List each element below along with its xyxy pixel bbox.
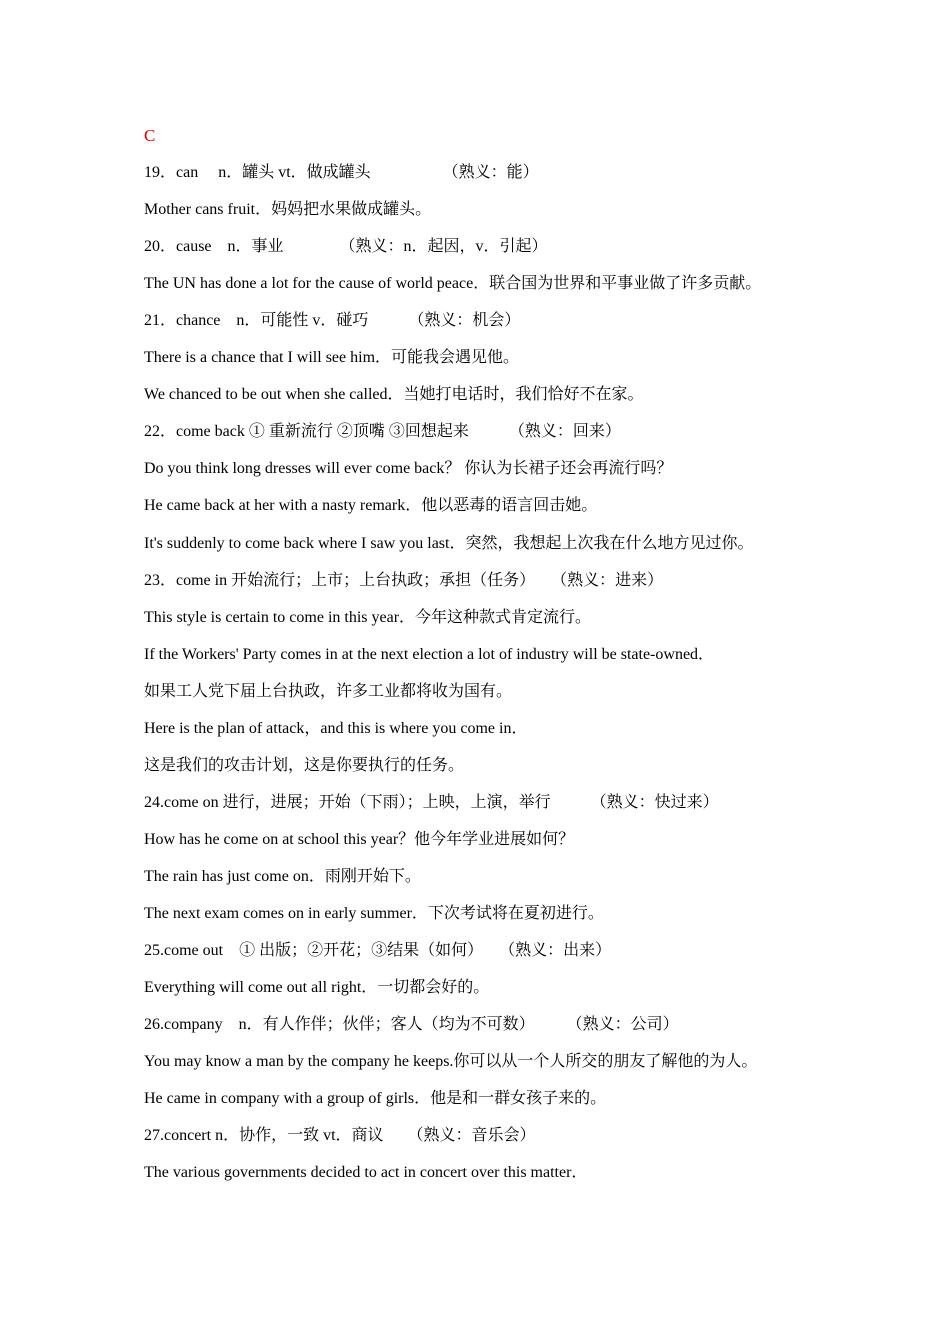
entry-25-heading: 25.come out ① 出版；②开花；③结果（如何） （熟义：出来） bbox=[144, 942, 612, 960]
entry-21-example-1: There is a chance that I will see him．可能我会遇见他。 bbox=[144, 349, 520, 367]
entry-24-example-3: The next exam comes on in early summer．下次考试将在夏初进行。 bbox=[144, 904, 604, 922]
document-body bbox=[144, 124, 844, 1198]
entry-23-heading: 23．come in 开始流行；上市；上台执政；承担（任务） （熟义：进来） bbox=[144, 571, 664, 589]
entry-27-example: The various governments decided to act in concert over this matter． bbox=[144, 1164, 588, 1182]
entry-24-heading: 24.come on 进行，进展；开始（下雨）；上映，上演，举行 （熟义：快过来） bbox=[144, 793, 719, 811]
entry-26-heading: 26.company n．有人作伴；伙伴；客人（均为不可数） （熟义：公司） bbox=[144, 1016, 679, 1034]
entry-22-example-3: It's suddenly to come back where I saw you last．突然，我想起上次我在什么地方见过你。 bbox=[144, 534, 754, 552]
entry-22-example-1: Do you think long dresses will ever come back？ 你认为长裙子还会再流行吗？ bbox=[144, 460, 673, 478]
entry-26-example-2: He came in company with a group of girls．他是和一群女孩子来的。 bbox=[144, 1090, 607, 1108]
entry-23-example-3-en: Here is the plan of attack，and this is where you come in． bbox=[144, 719, 528, 737]
entry-24-example-1: How has he come on at school this year？他今年学业进展如何？ bbox=[144, 830, 575, 848]
entry-20-heading: 20．cause n．事业 （熟义：n．起因，v．引起） bbox=[144, 238, 548, 256]
entry-23-example-2-zh: 如果工人党下届上台执政，许多工业都将收为国有。 bbox=[144, 682, 513, 700]
section-letter: C bbox=[144, 126, 156, 145]
entry-20-example: The UN has done a lot for the cause of world peace．联合国为世界和平事业做了许多贡献。 bbox=[144, 275, 762, 293]
entry-19-heading: 19．can n．罐头 vt．做成罐头 （熟义：能） bbox=[144, 164, 539, 182]
entry-22-heading: 22．come back ① 重新流行 ②顶嘴 ③回想起来 （熟义：回来） bbox=[144, 423, 621, 441]
entry-26-example-1: You may know a man by the company he keeps.你可以从一个人所交的朋友了解他的为人。 bbox=[144, 1053, 758, 1071]
entry-23-example-3-zh: 这是我们的攻击计划，这是你要执行的任务。 bbox=[144, 756, 465, 774]
entry-24-example-2: The rain has just come on．雨刚开始下。 bbox=[144, 867, 421, 885]
entry-23-example-1: This style is certain to come in this year．今年这种款式肯定流行。 bbox=[144, 608, 592, 626]
entry-22-example-2: He came back at her with a nasty remark．他以恶毒的语言回击她。 bbox=[144, 497, 598, 515]
entry-19-example: Mother cans fruit．妈妈把水果做成罐头。 bbox=[144, 201, 432, 219]
entry-21-example-2: We chanced to be out when she called．当她打电话时，我们恰好不在家。 bbox=[144, 386, 644, 404]
entry-27-heading: 27.concert n．协作，一致 vt．商议 （熟义：音乐会） bbox=[144, 1127, 536, 1145]
entry-25-example: Everything will come out all right．一切都会好的。 bbox=[144, 979, 490, 997]
entry-23-example-2-en: If the Workers' Party comes in at the next election a lot of industry will be state-owned． bbox=[144, 645, 715, 663]
entry-21-heading: 21．chance n．可能性 v．碰巧 （熟义：机会） bbox=[144, 312, 521, 330]
